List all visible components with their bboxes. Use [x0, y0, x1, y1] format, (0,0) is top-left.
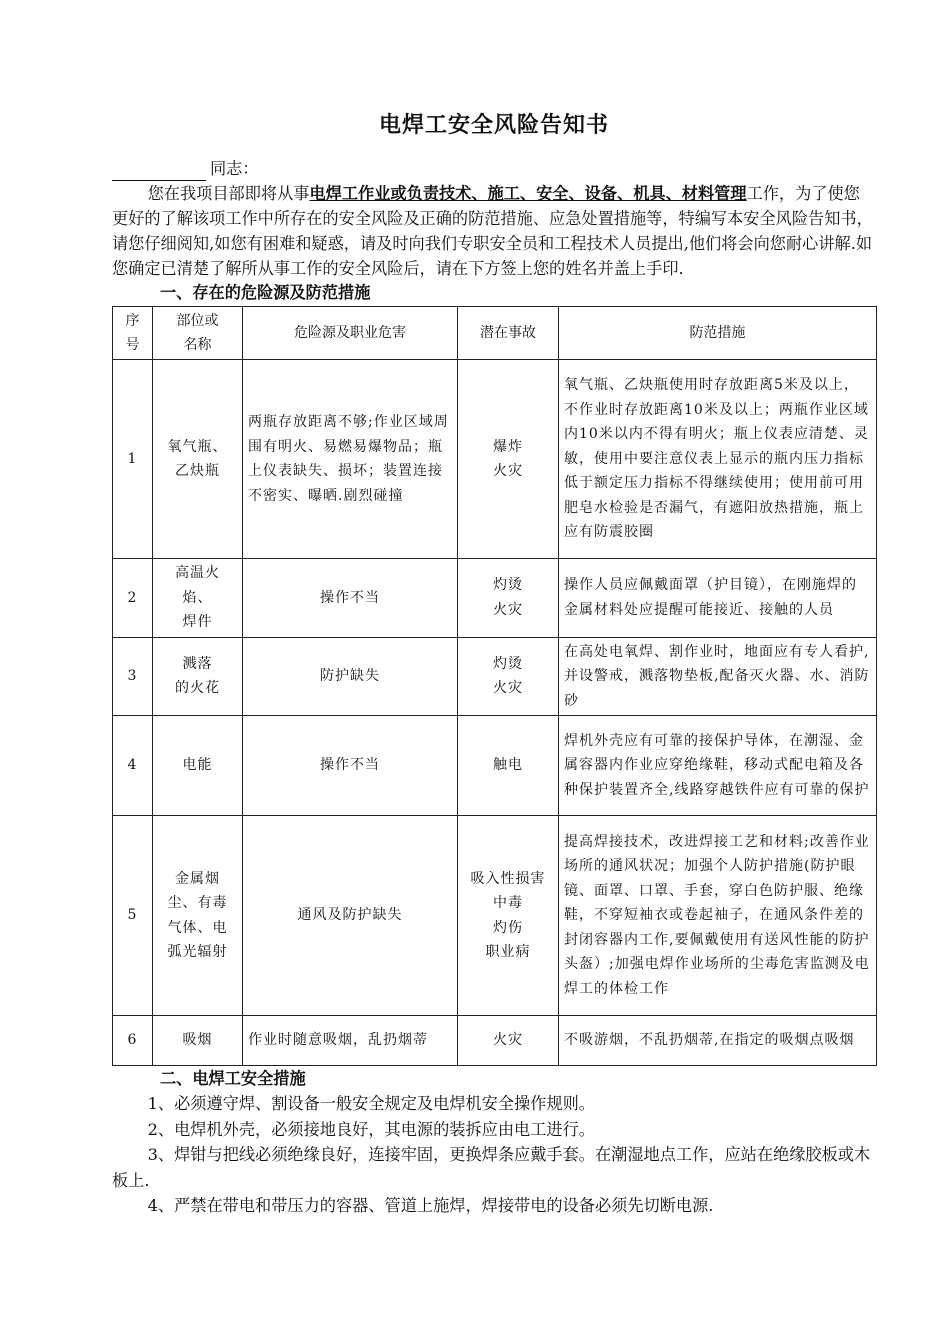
header-part: 部位或 名称	[153, 307, 243, 360]
row-part: 氧气瓶、 乙炔瓶	[153, 360, 243, 559]
row-measures: 焊机外壳应有可靠的接保护导体，在潮湿、金属容器内作业应穿绝缘鞋，移动式配电箱及各种保护装置齐全,线路穿越铁件应有可靠的保护	[559, 716, 877, 816]
intro-prefix: 您在我项目部即将从事	[147, 184, 310, 203]
row-no: 6	[113, 1016, 153, 1066]
row-no: 4	[113, 716, 153, 816]
row-part: 电能	[153, 716, 243, 816]
row-measures: 在高处电氧焊、割作业时，地面应有专人看护,并设警戒，溅落物垫板,配备灭火器、水、消防砂	[559, 637, 877, 716]
row-no: 3	[113, 637, 153, 716]
name-blank[interactable]	[112, 160, 206, 181]
header-no: 序 号	[113, 307, 153, 360]
table-row	[113, 816, 877, 1016]
row-accident: 灼烫 火灾	[458, 637, 559, 716]
row-measures: 氧气瓶、乙炔瓶使用时存放距离5米及以上，不作业时存放距离10米及以上；两瓶作业区域内10米以内不得有明火；瓶上仪表应清楚、灵敏，使用中要注意仪表上显示的瓶内压力指标低于额定压力指标不得继续使用；使用前可用肥皂水检验是否漏气，有遮阳放热措施，瓶上应有防震胶圈	[559, 360, 877, 559]
safety-list	[112, 1091, 876, 1219]
table-header-row	[113, 307, 877, 360]
row-hazard: 操作不当	[243, 716, 458, 816]
table-row	[113, 637, 877, 716]
section2-title: 二、电焊工安全措施	[160, 1069, 306, 1088]
header-hazard: 危险源及职业危害	[243, 307, 458, 360]
row-hazard: 操作不当	[243, 559, 458, 638]
salutation-line	[112, 156, 876, 181]
row-hazard: 两瓶存放距离不够;作业区域周围有明火、易燃易爆物品；瓶上仪表缺失、损坏；装置连接不密实、曝晒.剧烈碰撞	[243, 360, 458, 559]
table-row	[113, 360, 877, 559]
row-accident: 火灾	[458, 1016, 559, 1066]
header-accident: 潜在事故	[458, 307, 559, 360]
row-part: 金属烟 尘、有毒 气体、电 弧光辐射	[153, 816, 243, 1016]
row-accident: 触电	[458, 716, 559, 816]
document-title: 电焊工安全风险告知书	[378, 112, 609, 138]
list-item: 2、电焊机外壳，必须接地良好，其电源的装拆应由电工进行。	[147, 1119, 595, 1139]
intro-rest: 工作，为了使您更好的了解该项工作中所存在的安全风险及正确的防范措施、应急处置措施等，特编写本安全风险告知书，请您仔细阅知,如您有困难和疑惑，请及时向我们专职安全员和工程技术人员提出,他们将会向您耐心讲解.如您确定已清楚了解所从事工作的安全风险后，请在下方签上您的姓名并盖上手印.	[112, 184, 873, 278]
row-accident: 吸入性损害 中毒 灼伤 职业病	[458, 816, 559, 1016]
table-row	[113, 716, 877, 816]
list-item: 4、严禁在带电和带压力的容器、管道上施焊，焊接带电的设备必须先切断电源.	[147, 1196, 714, 1215]
row-measures: 不吸游烟，不乱扔烟蒂,在指定的吸烟点吸烟	[559, 1016, 877, 1066]
row-no: 2	[113, 559, 153, 638]
section1-title: 一、存在的危险源及防范措施	[160, 283, 371, 302]
list-item: 1、必须遵守焊、割设备一般安全规定及电焊机安全操作规则。	[147, 1094, 595, 1113]
list-item: 3、焊钳与把线必须绝缘良好，连接牢固，更换焊条应戴手套。在潮湿地点工作，应站在绝缘胶板或木板上.	[112, 1145, 871, 1190]
intro-paragraph	[112, 181, 876, 281]
table-row	[113, 1016, 877, 1066]
row-part: 吸烟	[153, 1016, 243, 1066]
row-accident: 爆炸 火灾	[458, 360, 559, 559]
row-part: 溅落 的火花	[153, 637, 243, 716]
header-measures: 防范措施	[559, 307, 877, 360]
intro-underlined: 电焊工作业或负责技术、施工、安全、设备、机具、材料管理	[309, 184, 747, 203]
document-page	[112, 100, 876, 1219]
row-no: 5	[113, 816, 153, 1016]
salutation-text: 同志：	[210, 159, 259, 178]
row-measures: 提高焊接技术，改进焊接工艺和材料;改善作业场所的通风状况；加强个人防护措施(防护眼镜、面罩、口罩、手套，穿白色防护服、绝缘鞋，不穿短袖衣或卷起袖子，在通风条件差的封闭容器内工作,要佩戴使用有送风性能的防护头盔）;加强电焊作业场所的尘毒危害监测及电焊工的体检工作	[559, 816, 877, 1016]
row-no: 1	[113, 360, 153, 559]
row-hazard: 通风及防护缺失	[243, 816, 458, 1016]
row-hazard: 作业时随意吸烟，乱扔烟蒂	[243, 1016, 458, 1066]
row-hazard: 防护缺失	[243, 637, 458, 716]
hazard-table	[112, 306, 877, 1066]
table-row	[113, 559, 877, 638]
row-accident: 灼烫 火灾	[458, 559, 559, 638]
row-part: 高温火 焰、 焊件	[153, 559, 243, 638]
row-measures: 操作人员应佩戴面罩（护目镜），在刚施焊的金属材料处应提醒可能接近、接触的人员	[559, 559, 877, 638]
